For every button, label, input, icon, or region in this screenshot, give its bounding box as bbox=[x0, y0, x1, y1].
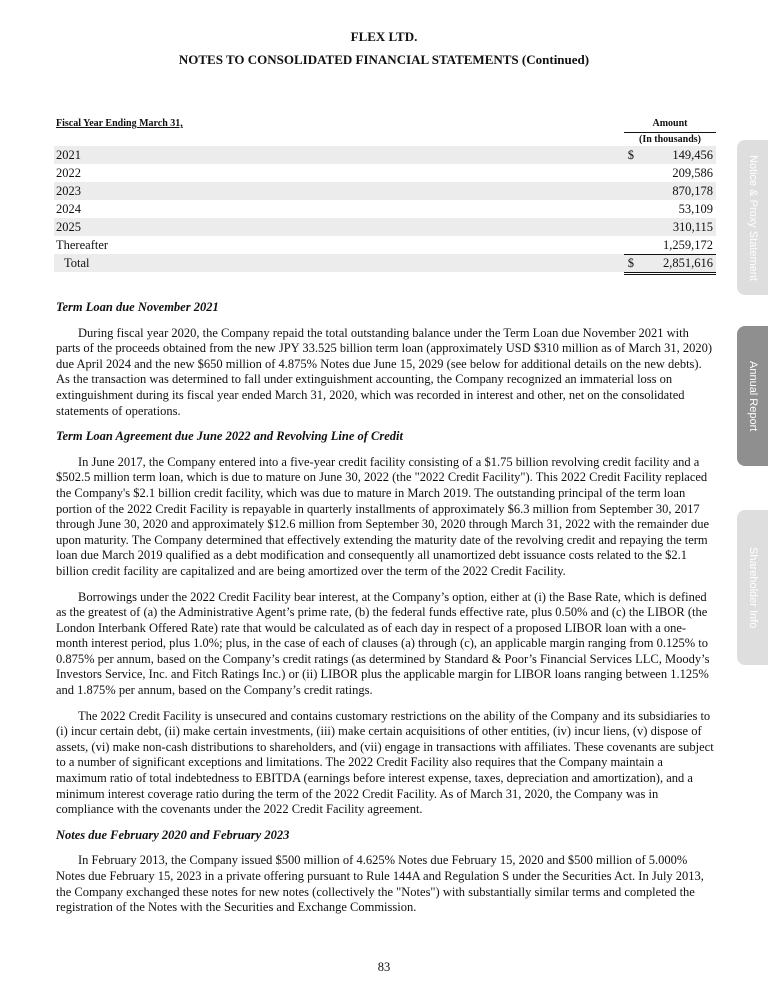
currency-symbol: $ bbox=[627, 148, 634, 162]
row-year: Thereafter bbox=[56, 238, 109, 252]
row-value: 1,259,172 bbox=[663, 238, 713, 252]
row-value: 53,109 bbox=[678, 202, 713, 216]
debt-maturity-table bbox=[54, 116, 716, 272]
row-year: 2024 bbox=[56, 202, 81, 216]
units-label: (In thousands) bbox=[639, 134, 701, 145]
section-heading: Notes due February 2020 and February 2023 bbox=[56, 827, 290, 842]
paragraph: The 2022 Credit Facility is unsecured and contains customary restrictions on the ability of the Company and its subsidiaries to (i) incur certain debt, (ii) make certain investments, (iii) make certain acquisitions of other entities, (iv) incur liens, (v) dispose of assets, (vi) make non-cash distributions to shareholders, and (vii) engage in transactions with affiliates. These covenants are subject to a number of significant exceptions and limitations. The 2022 Credit Facility also requires that the Company maintain a maximum ratio of total indebtedness to EBITDA (earnings before interest expense, taxes, depreciation and amortization), and a minimum interest coverage ratio during the term of the 2022 Credit Facility. As of March 31, 2020, the Company was in compliance with the covenants under the 2022 Credit Facility agreement. bbox=[56, 708, 714, 817]
row-year: 2022 bbox=[56, 166, 81, 180]
tab-shareholder-info[interactable] bbox=[737, 510, 768, 665]
total-value: 2,851,616 bbox=[663, 256, 713, 270]
row-year: 2023 bbox=[56, 184, 81, 198]
row-value: 149,456 bbox=[672, 148, 713, 162]
tab-label: Annual Report bbox=[747, 360, 759, 432]
tab-label: Notice & Proxy Statement bbox=[747, 154, 759, 281]
table-row bbox=[54, 200, 716, 218]
tab-notice-proxy-statement[interactable] bbox=[737, 140, 768, 295]
table-total-row bbox=[54, 254, 716, 272]
row-year: 2025 bbox=[56, 220, 81, 234]
table-row bbox=[54, 236, 716, 254]
paragraph: In June 2017, the Company entered into a five-year credit facility consisting of a $1.75 billion revolving credit facility and a $502.5 million term loan, which is due to mature on June 30, 2022 (the "2022 Credit Facility"). This 2022 Credit Facility replaced the Company's $2.1 billion credit facility, which was due to mature in March 2019. The outstanding principal of the term loan portion of the 2022 Credit Facility is repayable in quarterly installments of approximately $6.3 million from September 30, 2017 through June 30, 2020 and approximately $12.6 million from September 30, 2020 through March 31, 2022 with the remainder due upon maturity. The Company determined that effectively extending the maturity date of the revolving credit and repaying the term loan due March 2019 qualified as a debt modification and consequently all unamortized debt issuance costs related to the $2.1 billion credit facility are capitalized and are being amortized over the term of the 2022 Credit Facility. bbox=[56, 454, 710, 578]
paragraph: In February 2013, the Company issued $500 million of 4.625% Notes due February 15, 2020 and $500 million of 5.000% Notes due February 15, 2023 in a private offering pursuant to Rule 144A and Regulation S under the Securities Act. In July 2013, the Company exchanged these notes for new notes (collectively the "Notes") with substantially similar terms and completed the registration of the Notes with the Securities and Exchange Commission. bbox=[56, 853, 704, 915]
paragraph: Borrowings under the 2022 Credit Facility bear interest, at the Company’s option, either at (i) the Base Rate, which is defined as the greatest of (a) the Administrative Agent’s prime rate, (b) the federal funds effective rate, plus 0.50% and (c) the LIBOR (the London Interbank Offered Rate) rate that would be calculated as of each day in respect of a proposed LIBOR loan with a one-month interest period, plus 1.0%; plus, in the case of each of clauses (a) through (c), an applicable margin ranging from 0.125% to 0.875% per annum, based on the Company’s credit ratings (as determined by Standard & Poor’s Financial Services LLC, Moody’s Investors Service, Inc. and Fitch Ratings Inc.) or (ii) LIBOR plus the applicable margin for LIBOR loans ranging between 1.125% and 1.875% per annum, based on the Company’s credit ratings. bbox=[56, 589, 710, 698]
page-title: NOTES TO CONSOLIDATED FINANCIAL STATEMENTS (Continued) bbox=[178, 52, 590, 67]
row-value: 870,178 bbox=[672, 184, 713, 198]
section-heading: Term Loan due November 2021 bbox=[56, 300, 219, 314]
column-header-year: Fiscal Year Ending March 31, bbox=[56, 118, 183, 129]
table-header bbox=[54, 116, 716, 146]
table-row bbox=[54, 218, 716, 236]
section-heading: Term Loan Agreement due June 2022 and Revolving Line of Credit bbox=[56, 429, 403, 444]
column-header-amount: Amount bbox=[624, 118, 716, 133]
notes-body bbox=[56, 300, 716, 926]
page-number: 83 bbox=[377, 960, 391, 974]
paragraph: During fiscal year 2020, the Company repaid the total outstanding balance under the Term Loan due November 2021 with parts of the proceeds obtained from the new JPY 33.525 billion term loan (approximately USD $310 million as of March 31, 2020) due April 2024 and the new $650 million of 4.875% Notes due June 15, 2029 (see below for additional details on the new debts). As the transaction was determined to fall under extinguishment accounting, the Company recognized an immaterial loss on extinguishment during its fiscal year ended March 31, 2020, which was recorded in interest and other, net on the consolidated statements of operations. bbox=[56, 325, 713, 418]
row-year: 2021 bbox=[56, 148, 81, 162]
total-label: Total bbox=[64, 256, 90, 270]
table-row bbox=[54, 146, 716, 164]
tab-annual-report[interactable] bbox=[737, 326, 768, 466]
row-value: 310,115 bbox=[672, 220, 713, 234]
table-row bbox=[54, 164, 716, 182]
tab-label: Shareholder Info bbox=[747, 546, 759, 629]
currency-symbol: $ bbox=[627, 256, 634, 270]
table-row bbox=[54, 182, 716, 200]
row-value: 209,586 bbox=[672, 166, 713, 180]
company-name: FLEX LTD. bbox=[350, 29, 418, 44]
